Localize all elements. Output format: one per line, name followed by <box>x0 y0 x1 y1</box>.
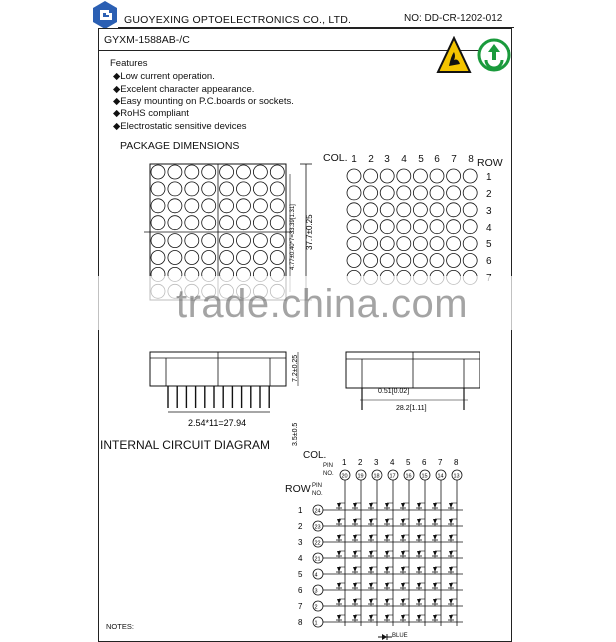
col-pin-number: 15 <box>421 473 428 480</box>
row-number: 6 <box>486 256 492 267</box>
led-diode <box>385 551 389 556</box>
front-led-dot <box>185 251 199 265</box>
led-symbol-icon <box>378 633 392 641</box>
front-led-dot <box>253 165 267 179</box>
led-diode <box>369 551 373 556</box>
top-led-dot <box>463 186 477 200</box>
circuit-no-label: NO. <box>323 471 334 477</box>
circuit-row-label: ROW <box>285 483 311 495</box>
circuit-row-no-label: NO. <box>312 491 323 497</box>
led-diode <box>369 599 373 604</box>
row-pin-number: 23 <box>314 524 321 531</box>
row-number: 2 <box>486 189 492 200</box>
front-led-dot <box>151 251 165 265</box>
led-diode <box>449 615 453 620</box>
led-diode <box>385 535 389 540</box>
led-diode <box>401 567 405 572</box>
notes-label: NOTES: <box>106 622 134 631</box>
front-led-dot <box>168 182 182 196</box>
led-diode <box>401 503 405 508</box>
col-number: 4 <box>401 154 407 165</box>
led-diode <box>417 519 421 524</box>
led-diode <box>353 599 357 604</box>
front-led-dot <box>237 251 251 265</box>
top-led-dot <box>463 203 477 217</box>
led-diode <box>401 535 405 540</box>
row-pin-number: 22 <box>314 540 321 547</box>
led-diode <box>385 567 389 572</box>
top-led-dot <box>347 254 361 268</box>
feature-item: ◆Easy mounting on P.C.boards or sockets. <box>113 96 294 107</box>
led-diode <box>385 599 389 604</box>
col-pin-number: 16 <box>405 473 412 480</box>
top-led-dot <box>347 220 361 234</box>
front-led-dot <box>202 234 216 248</box>
circuit-row-number: 3 <box>298 538 303 547</box>
blue-note: BLUE <box>392 633 408 639</box>
col-number: 5 <box>418 154 424 165</box>
led-diode <box>433 599 437 604</box>
led-diode <box>417 583 421 588</box>
led-diode <box>433 519 437 524</box>
led-diode <box>369 615 373 620</box>
top-led-dot <box>430 254 444 268</box>
row-pin-number: 2 <box>314 604 318 611</box>
front-led-dot <box>151 216 165 230</box>
led-diode <box>369 519 373 524</box>
front-led-dot <box>270 165 284 179</box>
front-led-dot <box>168 199 182 213</box>
circuit-row-number: 4 <box>298 554 303 563</box>
top-led-dot <box>430 169 444 183</box>
top-led-dot <box>447 203 461 217</box>
led-diode <box>369 535 373 540</box>
top-led-dot <box>463 237 477 251</box>
led-diode <box>353 583 357 588</box>
row-pin-number: 24 <box>314 508 321 515</box>
col-pin-number: 14 <box>437 473 444 480</box>
model-number: GYXM-1588AB-/C <box>104 34 190 46</box>
led-diode <box>433 551 437 556</box>
top-led-dot <box>413 169 427 183</box>
top-led-dot <box>413 186 427 200</box>
led-diode <box>417 503 421 508</box>
front-led-dot <box>202 199 216 213</box>
front-led-dot <box>151 182 165 196</box>
led-diode <box>337 535 341 540</box>
row-number: 3 <box>486 206 492 217</box>
dim-pins: 2.54*11=27.94 <box>188 418 247 428</box>
front-led-dot <box>270 182 284 196</box>
top-led-dot <box>397 203 411 217</box>
led-diode <box>449 535 453 540</box>
top-led-dot <box>463 169 477 183</box>
row-pin-number: 21 <box>314 556 321 563</box>
led-diode <box>385 615 389 620</box>
top-led-dot <box>364 220 378 234</box>
top-led-dot <box>347 203 361 217</box>
top-led-dot <box>397 254 411 268</box>
dim-pitch: 4.77±0.40*7=33.39[1.31] <box>290 204 296 270</box>
top-led-dot <box>364 254 378 268</box>
row-number: 1 <box>486 172 492 183</box>
top-led-dot <box>380 203 394 217</box>
front-led-dot <box>202 251 216 265</box>
led-diode <box>337 567 341 572</box>
front-led-dot <box>253 251 267 265</box>
row-pin-number: 3 <box>314 588 318 595</box>
led-diode <box>369 503 373 508</box>
front-led-dot <box>237 182 251 196</box>
led-diode <box>401 551 405 556</box>
led-diode <box>449 503 453 508</box>
row-pin-number: 1 <box>314 620 318 627</box>
front-led-dot <box>185 165 199 179</box>
col-number: 6 <box>434 154 440 165</box>
top-led-dot <box>413 220 427 234</box>
front-led-dot <box>220 182 234 196</box>
gyx-logo-icon <box>92 0 118 30</box>
front-led-dot <box>253 216 267 230</box>
feature-item: ◆Low current operation. <box>113 71 215 82</box>
document-number: NO: DD-CR-1202-012 <box>404 13 503 24</box>
top-led-dot <box>397 169 411 183</box>
internal-circuit-title: INTERNAL CIRCUIT DIAGRAM <box>100 438 271 452</box>
dim-height: 37.7±0.25 <box>305 214 314 250</box>
top-led-dot <box>364 186 378 200</box>
front-led-dot <box>185 234 199 248</box>
led-diode <box>449 567 453 572</box>
front-led-dot <box>202 182 216 196</box>
led-diode <box>337 583 341 588</box>
rohs-recycle-icon <box>477 36 511 74</box>
front-led-dot <box>151 165 165 179</box>
col-pin-number: 13 <box>453 473 460 480</box>
led-diode <box>433 615 437 620</box>
led-diode <box>417 599 421 604</box>
top-led-dot <box>430 186 444 200</box>
row-pin-number: 4 <box>314 572 318 579</box>
circuit-col-number: 8 <box>454 458 459 467</box>
feature-item: ◆Excelent character appearance. <box>113 84 255 95</box>
top-led-dot <box>397 237 411 251</box>
circuit-row-number: 6 <box>298 586 303 595</box>
top-led-dot <box>347 169 361 183</box>
circuit-col-number: 6 <box>422 458 427 467</box>
col-number: 7 <box>451 154 457 165</box>
side-pins <box>168 386 269 408</box>
watermark-text: trade.china.com <box>176 282 469 326</box>
top-led-dot <box>447 169 461 183</box>
row-number: 4 <box>486 223 492 234</box>
top-led-dot <box>380 237 394 251</box>
circuit-col-number: 4 <box>390 458 395 467</box>
col-number: 1 <box>351 154 357 165</box>
col-pin-number: 18 <box>373 473 380 480</box>
top-led-dot <box>380 220 394 234</box>
row-number: 5 <box>486 239 492 250</box>
top-led-dot <box>413 254 427 268</box>
top-led-dot <box>447 220 461 234</box>
circuit-col-number: 7 <box>438 458 443 467</box>
led-diode <box>433 535 437 540</box>
front-led-dot <box>168 216 182 230</box>
circuit-row-number: 1 <box>298 506 303 515</box>
top-led-dot <box>463 220 477 234</box>
led-diode <box>337 551 341 556</box>
top-led-dot <box>364 237 378 251</box>
circuit-col-label: COL. <box>303 450 327 461</box>
top-led-dot <box>347 186 361 200</box>
dim-pin-length: 3.5±0.5 <box>292 422 299 446</box>
circuit-row-number: 2 <box>298 522 303 531</box>
led-diode <box>449 599 453 604</box>
circuit-row-pin-label: PIN <box>312 483 323 489</box>
front-led-dot <box>220 216 234 230</box>
dim-width: 28.2[1.11] <box>396 405 427 412</box>
circuit-diagram <box>290 455 470 635</box>
top-led-dot <box>380 169 394 183</box>
led-diode <box>433 503 437 508</box>
front-led-dot <box>237 199 251 213</box>
circuit-col-number: 2 <box>358 458 363 467</box>
top-led-dot <box>380 254 394 268</box>
led-diode <box>353 567 357 572</box>
led-diode <box>369 567 373 572</box>
led-diode <box>353 551 357 556</box>
front-led-dot <box>151 234 165 248</box>
col-pin-number: 17 <box>389 473 396 480</box>
led-diode <box>385 519 389 524</box>
led-diode <box>337 503 341 508</box>
features-title: Features <box>110 58 148 69</box>
row-label: ROW <box>477 157 503 169</box>
dim-thickness: 7.2±0.25 <box>292 354 299 382</box>
front-led-dot <box>237 234 251 248</box>
feature-item: ◆Electrostatic sensitive devices <box>113 121 247 132</box>
front-led-dot <box>253 234 267 248</box>
col-number: 2 <box>368 154 374 165</box>
col-number: 8 <box>468 154 474 165</box>
top-led-dot <box>447 237 461 251</box>
top-led-grid <box>347 169 477 284</box>
led-diode <box>433 583 437 588</box>
led-diode <box>401 519 405 524</box>
col-label: COL. <box>323 152 348 164</box>
front-led-dot <box>237 165 251 179</box>
dim-pin-diameter: 0.51[0.02] <box>378 388 410 395</box>
circuit-row-number: 7 <box>298 602 303 611</box>
front-led-dot <box>220 165 234 179</box>
circuit-col-number: 3 <box>374 458 379 467</box>
front-led-dot <box>185 216 199 230</box>
top-led-dot <box>364 203 378 217</box>
led-diode <box>449 551 453 556</box>
top-led-dot <box>413 203 427 217</box>
led-diode <box>417 615 421 620</box>
esd-warning-icon <box>436 36 472 76</box>
led-diode <box>353 535 357 540</box>
top-led-dot <box>364 169 378 183</box>
top-led-dot <box>430 220 444 234</box>
company-name: GUOYEXING OPTOELECTRONICS CO., LTD. <box>124 14 352 26</box>
led-diode <box>353 615 357 620</box>
led-diode <box>449 583 453 588</box>
led-diode <box>337 615 341 620</box>
front-led-dot <box>168 251 182 265</box>
col-number: 3 <box>384 154 390 165</box>
led-diode <box>353 503 357 508</box>
led-diode <box>401 615 405 620</box>
front-led-dot <box>220 251 234 265</box>
front-led-dot <box>168 234 182 248</box>
top-led-dot <box>397 186 411 200</box>
led-diode <box>369 583 373 588</box>
led-diode <box>401 583 405 588</box>
front-led-dot <box>220 234 234 248</box>
top-led-dot <box>380 186 394 200</box>
package-dimensions-title: PACKAGE DIMENSIONS <box>120 140 240 152</box>
led-diode <box>337 519 341 524</box>
top-led-dot <box>447 254 461 268</box>
front-led-dot <box>151 199 165 213</box>
top-led-dot <box>413 237 427 251</box>
led-diode <box>417 551 421 556</box>
led-diode <box>433 567 437 572</box>
top-led-dot <box>430 237 444 251</box>
front-led-dot <box>270 251 284 265</box>
led-diode <box>449 519 453 524</box>
feature-item: ◆RoHS compliant <box>113 108 189 119</box>
circuit-pin-label: PIN <box>323 463 334 469</box>
top-led-dot <box>447 186 461 200</box>
front-led-dot <box>168 165 182 179</box>
front-led-dot <box>237 216 251 230</box>
front-led-dot <box>202 216 216 230</box>
led-diode <box>337 599 341 604</box>
front-led-dot <box>253 182 267 196</box>
circuit-col-number: 5 <box>406 458 411 467</box>
led-diode <box>385 583 389 588</box>
led-diode <box>353 519 357 524</box>
circuit-row-number: 8 <box>298 618 303 627</box>
front-led-dot <box>202 165 216 179</box>
col-pin-number: 20 <box>341 473 348 480</box>
front-led-dot <box>185 199 199 213</box>
front-led-dot <box>270 234 284 248</box>
front-led-dot <box>270 199 284 213</box>
col-pin-number: 19 <box>357 473 364 480</box>
front-led-dot <box>270 216 284 230</box>
led-diode <box>417 535 421 540</box>
circuit-col-number: 1 <box>342 458 347 467</box>
circuit-row-number: 5 <box>298 570 303 579</box>
front-led-dot <box>253 199 267 213</box>
top-led-dot <box>347 237 361 251</box>
top-led-dot <box>397 220 411 234</box>
top-led-dot <box>463 254 477 268</box>
led-diode <box>417 567 421 572</box>
led-diode <box>401 599 405 604</box>
front-led-dot <box>220 199 234 213</box>
top-led-dot <box>430 203 444 217</box>
front-led-dot <box>185 182 199 196</box>
led-diode <box>385 503 389 508</box>
